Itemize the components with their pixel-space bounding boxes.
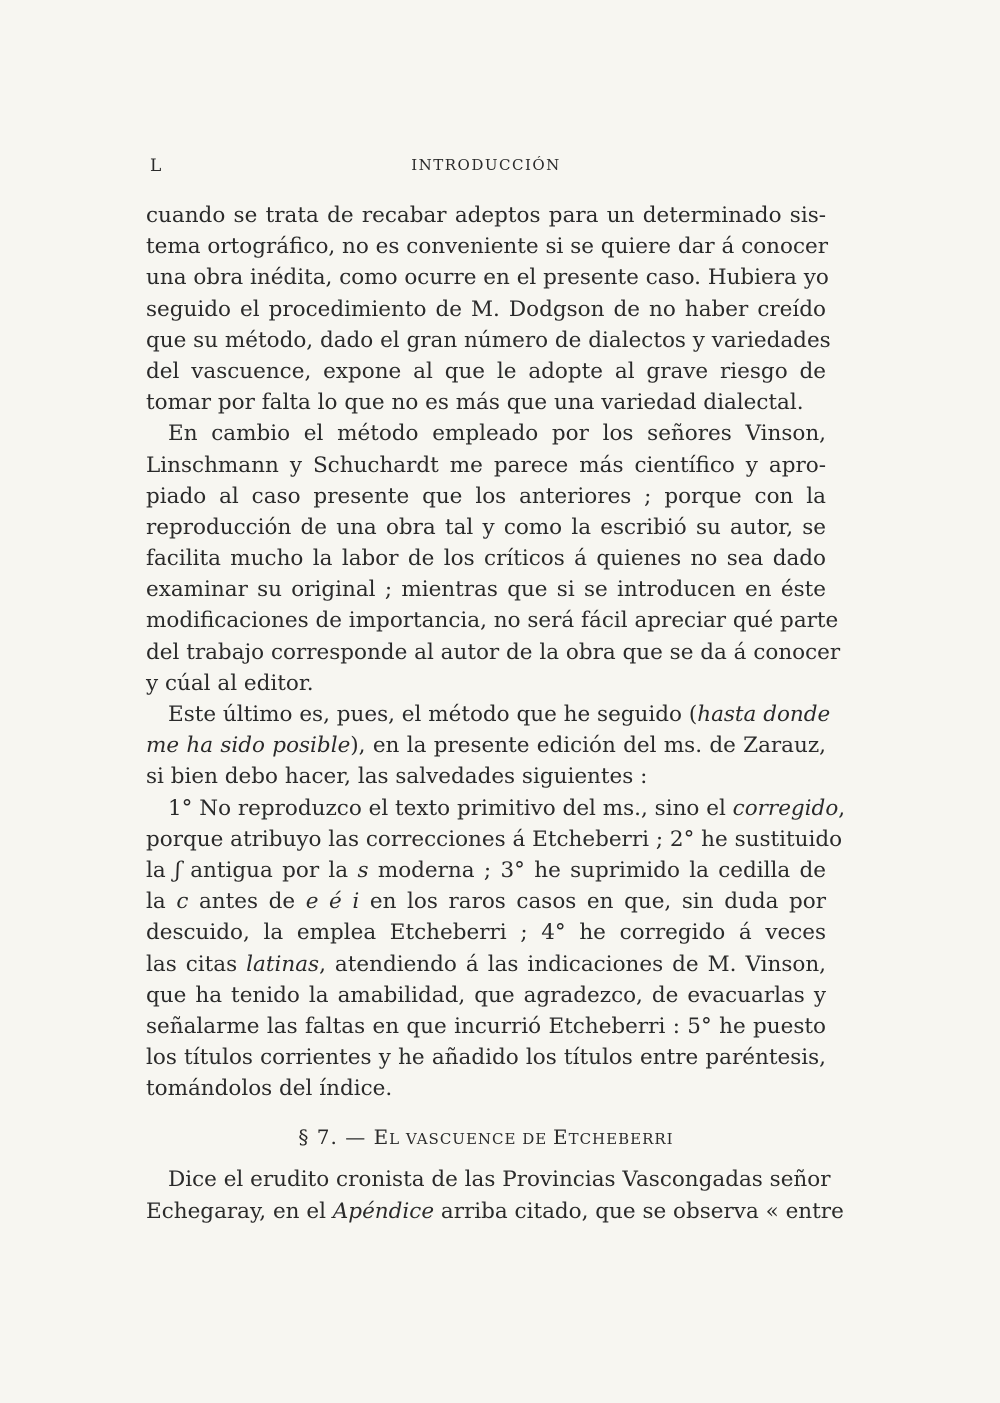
body-text [146, 200, 846, 1227]
text-line: 1° No reproduzco el texto primitivo del ms., sino el corregido, [168, 795, 846, 821]
text-line: piado al caso presente que los anteriores ; porque con la [146, 483, 826, 509]
text-line: seguido el procedimiento de M. Dodgson de no haber creído [146, 296, 826, 322]
text-line: reproducción de una obra tal y como la escribió su autor, se [146, 514, 826, 540]
text-line: En cambio el método empleado por los señores Vinson, [168, 421, 826, 447]
text-line: del trabajo corresponde al autor de la obra que se da á conocer [146, 639, 841, 665]
text-line: facilita mucho la labor de los críticos á quienes no sea dado [146, 546, 826, 572]
text-line: y cúal al editor. [146, 670, 314, 696]
text-line: que su método, dado el gran número de dialectos y variedades [146, 327, 831, 353]
page-number: L [150, 156, 163, 176]
text-line: examinar su original ; mientras que si se introducen en éste [146, 577, 826, 603]
text-line: señalarme las faltas en que incurrió Etcheberri : 5° he puesto [146, 1013, 826, 1039]
text-line: la c antes de e é i en los raros casos en que, sin duda por [146, 889, 826, 915]
text-line: las citas latinas, atendiendo á las indicaciones de M. Vinson, [146, 951, 826, 977]
running-title: INTRODUCCIÓN [411, 156, 561, 174]
text-line: modificaciones de importancia, no será fácil apreciar qué parte [146, 608, 839, 634]
section-heading: § 7. — EL VASCUENCE DE ETCHEBERRI [298, 1125, 674, 1150]
text-line: Echegaray, en el Apéndice arriba citado, que se observa « entre [146, 1198, 844, 1224]
text-line: una obra inédita, como ocurre en el presente caso. Hubiera yo [146, 265, 829, 291]
text-line: me ha sido posible), en la presente edición del ms. de Zarauz, [146, 733, 826, 759]
text-line: Dice el erudito cronista de las Provincias Vascongadas señor [168, 1167, 831, 1193]
text-line: cuando se trata de recabar adeptos para un determinado sis- [146, 203, 826, 228]
text-line: Este último es, pues, el método que he seguido (hasta donde [168, 702, 831, 727]
text-line: del vascuence, expone al que le adopte al grave riesgo de [146, 358, 826, 384]
text-line: los títulos corrientes y he añadido los títulos entre paréntesis, [146, 1045, 826, 1071]
text-line: Linschmann y Schuchardt me parece más científico y apro- [146, 452, 826, 478]
text-line: si bien debo hacer, las salvedades siguientes : [146, 764, 648, 790]
text-line: tomar por falta lo que no es más que una variedad dialectal. [146, 390, 804, 416]
text-line: porque atribuyo las correcciones á Etcheberri ; 2° he sustituido [146, 826, 843, 852]
text-line: tema ortográfico, no es conveniente si se quiere dar á conocer [146, 234, 829, 260]
text-line: descuido, la emplea Etcheberri ; 4° he corregido á veces [146, 920, 826, 946]
text-line: la ʃ antigua por la s moderna ; 3° he suprimido la cedilla de [146, 857, 827, 883]
text-line: tomándolos del índice. [146, 1076, 393, 1102]
page-header [146, 156, 826, 186]
text-line: que ha tenido la amabilidad, que agradezco, de evacuarlas y [146, 982, 826, 1008]
